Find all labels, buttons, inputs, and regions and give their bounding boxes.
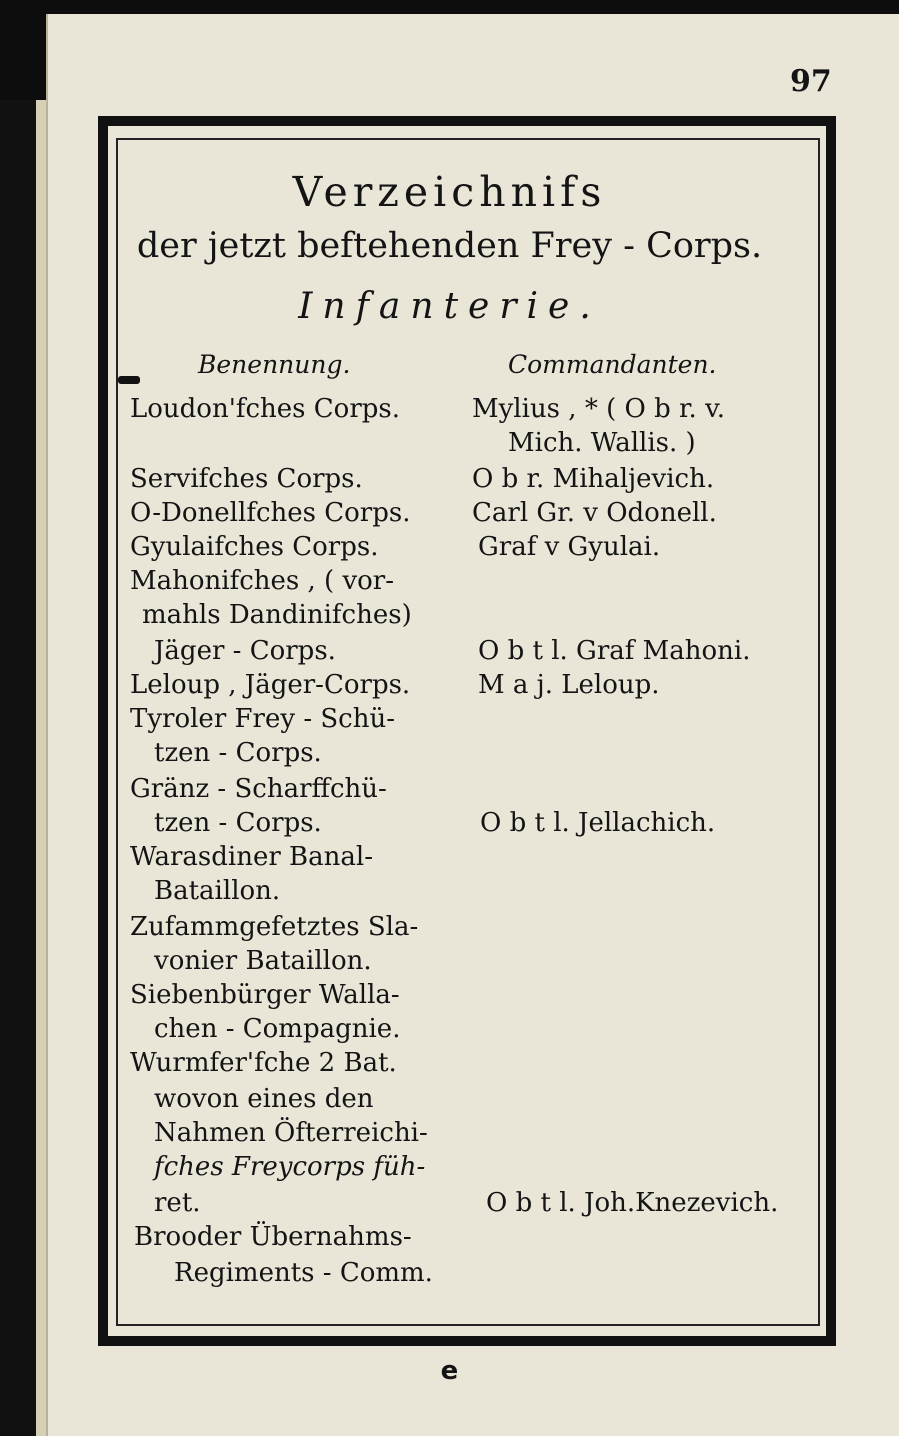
entry-name: chen - Compagnie. xyxy=(154,1014,401,1044)
entry-commander: M a j. Leloup. xyxy=(478,670,660,700)
entry-commander: O b t l. Graf Mahoni. xyxy=(478,636,751,666)
entry-name: Nahmen Öfterreichi- xyxy=(154,1118,428,1148)
entry-name: Jäger - Corps. xyxy=(154,636,336,666)
page-number: 97 xyxy=(790,64,832,99)
entry-name: Mahonifches , ( vor- xyxy=(130,566,394,596)
entry-name: Regiments - Comm. xyxy=(174,1258,433,1288)
entry-commander: Carl Gr. v Odonell. xyxy=(472,498,717,528)
entry-commander: O b r. Mihaljevich. xyxy=(472,464,715,494)
entry-name: Wurmfer'fche 2 Bat. xyxy=(130,1048,397,1078)
entry-name: mahls Dandinifches) xyxy=(142,600,412,630)
entry-name: fches Freycorps füh- xyxy=(154,1152,426,1182)
entry-name: vonier Bataillon. xyxy=(154,946,372,976)
entry-name: Gränz - Scharffchü- xyxy=(130,774,387,804)
ink-mark xyxy=(118,376,140,384)
entry-name: tzen - Corps. xyxy=(154,808,322,838)
entry-commander: Mylius , * ( O b r. v. xyxy=(472,394,725,424)
entry-commander: O b t l. Joh.Knezevich. xyxy=(486,1188,779,1218)
entry-name: O-Donellfches Corps. xyxy=(130,498,411,528)
entry-name: Servifches Corps. xyxy=(130,464,363,494)
entry-name: wovon eines den xyxy=(154,1084,374,1114)
column-header-commander: Commandanten. xyxy=(508,350,717,379)
section-heading: Infanterie. xyxy=(298,286,601,327)
column-header-name: Benennung. xyxy=(198,350,351,379)
entry-name: Warasdiner Banal- xyxy=(130,842,373,872)
entry-name: Leloup , Jäger-Corps. xyxy=(130,670,411,700)
entry-name: Bataillon. xyxy=(154,876,281,906)
entry-name: Zufammgefetztes Sla- xyxy=(130,912,419,942)
entry-name: Gyulaifches Corps. xyxy=(130,532,379,562)
entry-name: Siebenbürger Walla- xyxy=(130,980,400,1010)
entry-name: ret. xyxy=(154,1188,201,1218)
entry-name: tzen - Corps. xyxy=(154,738,322,768)
entry-name: Brooder Übernahms- xyxy=(134,1222,412,1252)
entry-name: Tyroler Frey - Schü- xyxy=(130,704,396,734)
signature-mark: e xyxy=(440,1356,459,1386)
page-subtitle: der jetzt beftehenden Frey - Corps. xyxy=(136,226,763,266)
corner-shadow xyxy=(0,0,46,100)
page-title: Verzeichnifs xyxy=(292,168,607,216)
top-edge xyxy=(0,0,899,14)
entry-commander: Graf v Gyulai. xyxy=(478,532,661,562)
entry-name: Loudon'fches Corps. xyxy=(130,394,401,424)
entry-commander: O b t l. Jellachich. xyxy=(480,808,716,838)
entry-commander: Mich. Wallis. ) xyxy=(508,428,696,458)
